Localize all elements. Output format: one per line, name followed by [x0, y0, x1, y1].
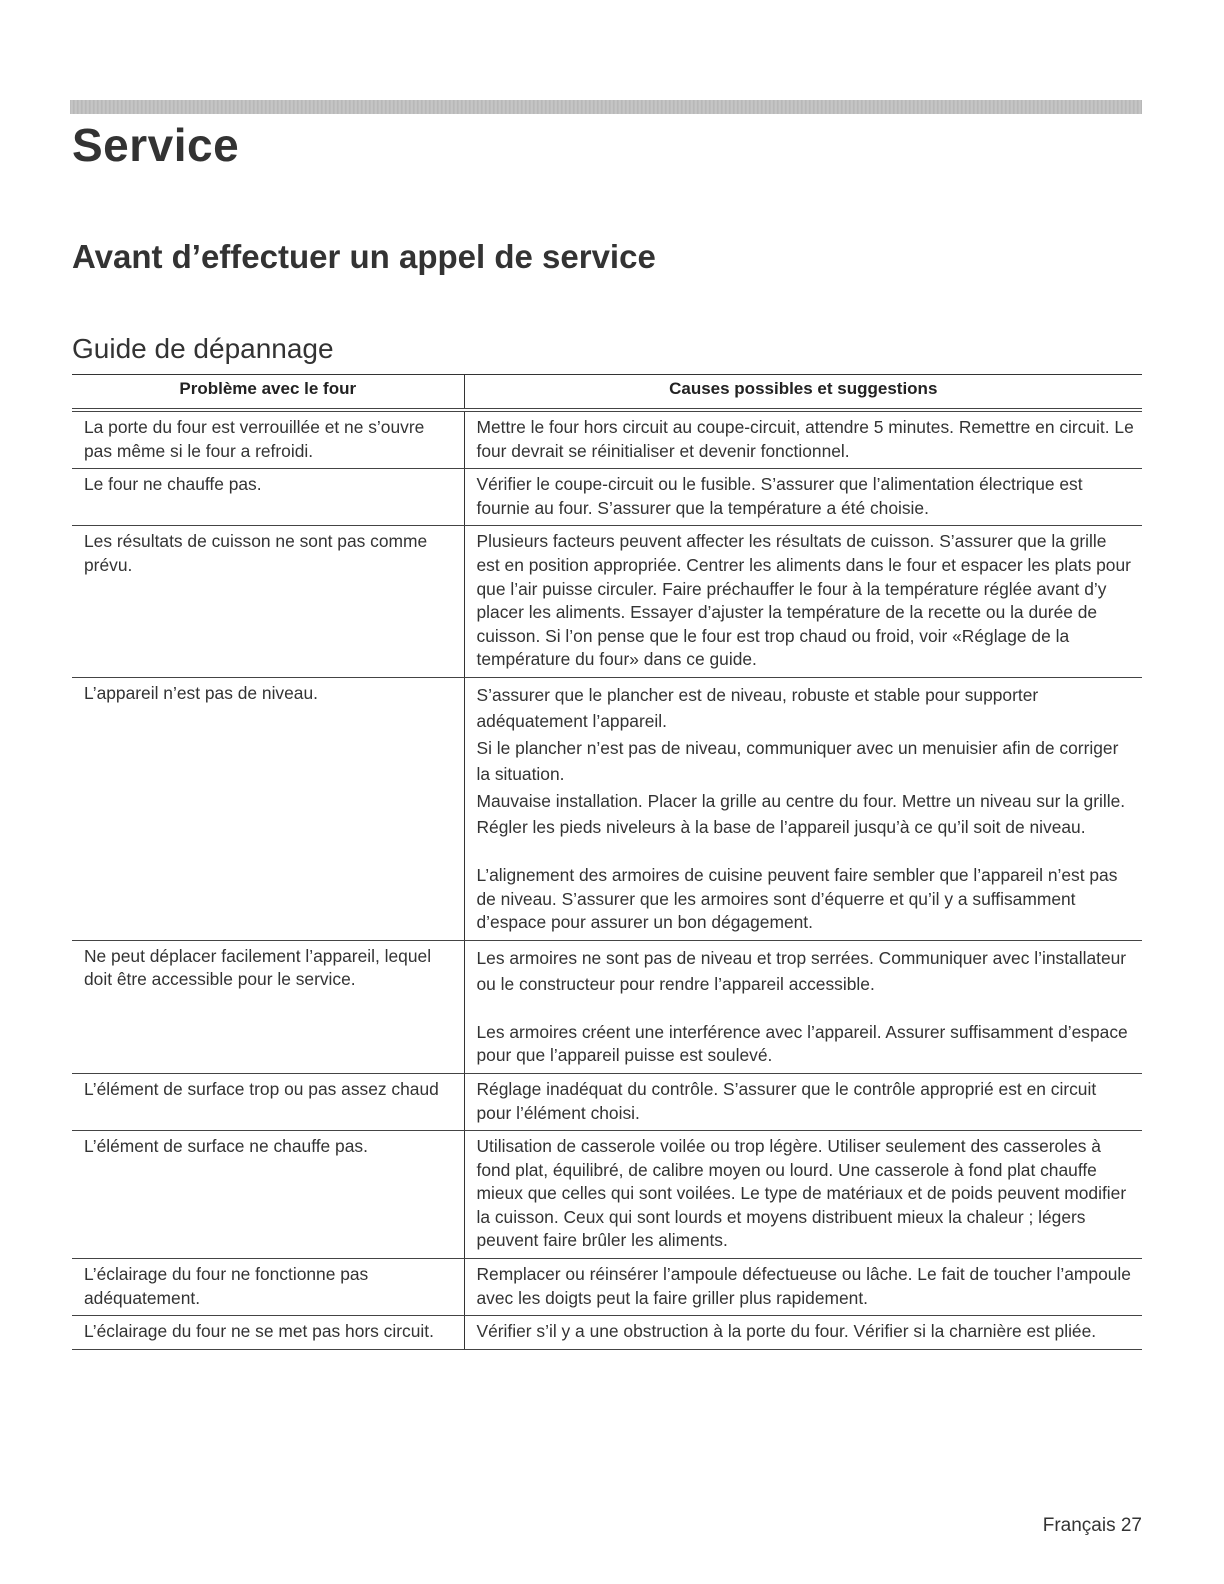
table-row — [72, 1073, 1142, 1130]
column-header-causes: Causes possibles et suggestions — [464, 375, 1142, 411]
causes-cell — [464, 1259, 1142, 1316]
cause-text: Les armoires créent une interférence avec l’appareil. Assurer suffisamment d’espace pour que l’appareil puisse est soulevé. — [476, 1021, 1128, 1066]
subsection-title: Guide de dépannage — [72, 333, 334, 364]
cause-text: Utilisation de casserole voilée ou trop légère. Utiliser seulement des casseroles à fond plat, équilibré, de calibre moyen ou lourd. Une casserole à fond plat chauffe mieux que celles qui sont voilées. Le type de matériaux et de poids peuvent modifier la cuisson. Ceux qui sont lourds et moyens distribuent mieux la chaleur ; légers peuvent faire brûler les aliments. — [476, 1136, 1127, 1251]
causes-cell — [464, 940, 1142, 1073]
table-row — [72, 526, 1142, 678]
table-row — [72, 469, 1142, 526]
causes-cell — [464, 1131, 1142, 1259]
problem-cell: L’éclairage du four ne se met pas hors circuit. — [72, 1316, 464, 1350]
problem-cell: L’appareil n’est pas de niveau. — [72, 677, 464, 940]
table-row — [72, 1131, 1142, 1259]
problem-cell: L’élément de surface ne chauffe pas. — [72, 1131, 464, 1259]
causes-cell — [464, 410, 1142, 469]
page-title: Service — [72, 119, 240, 171]
cause-text: Plusieurs facteurs peuvent affecter les résultats de cuisson. S’assurer que la grille est en position appropriée. Centrer les aliments dans le four et espacer les plats pour que l’air puisse circuler. Faire préchauffer le four à la température réglée avant d’y placer les aliments. Essayer d’ajuster la température de la recette ou la durée de cuisson. Si l’on pense que le four est trop chaud ou froid, voir «Réglage de la température du four» dans ce guide. — [476, 531, 1131, 670]
problem-cell: Les résultats de cuisson ne sont pas comme prévu. — [72, 526, 464, 678]
cause-text: Si le plancher n’est pas de niveau, communiquer avec un menuisier afin de corriger la situation. — [476, 737, 1119, 785]
causes-cell — [464, 1073, 1142, 1130]
problem-cell: Ne peut déplacer facilement l’appareil, lequel doit être accessible pour le service. — [72, 940, 464, 1073]
table-row — [72, 410, 1142, 469]
column-header-problem: Problème avec le four — [72, 375, 464, 411]
causes-cell — [464, 526, 1142, 678]
problem-cell: L’éclairage du four ne fonctionne pas adéquatement. — [72, 1259, 464, 1316]
table-header-row — [72, 375, 1142, 411]
problem-cell: La porte du four est verrouillée et ne s’ouvre pas même si le four a refroidi. — [72, 410, 464, 469]
table-row — [72, 940, 1142, 1073]
cause-text: Les armoires ne sont pas de niveau et trop serrées. Communiquer avec l’installateur ou le constructeur pour rendre l’appareil accessible. — [476, 947, 1127, 995]
cause-text: Remplacer ou réinsérer l’ampoule défectueuse ou lâche. Le fait de toucher l’ampoule avec les doigts peut la faire griller plus rapidement. — [476, 1264, 1131, 1308]
table-row — [72, 1316, 1142, 1350]
cause-text: Mettre le four hors circuit au coupe-circuit, attendre 5 minutes. Remettre en circuit. Le four devrait se réinitialiser et devenir fonctionnel. — [476, 417, 1134, 461]
problem-cell: Le four ne chauffe pas. — [72, 469, 464, 526]
cause-text: Mauvaise installation. Placer la grille au centre du four. Mettre un niveau sur la grille. Régler les pieds niveleurs à la base de l’appareil jusqu’à ce qu’il soit de niveau. — [476, 790, 1126, 838]
cause-text: L’alignement des armoires de cuisine peuvent faire sembler que l’appareil n’est pas de niveau. S’assurer que les armoires sont d’équerre et qu’il y a suffisamment d’espace pour assurer un bon dégagement. — [476, 864, 1118, 933]
cause-text: Vérifier le coupe-circuit ou le fusible. S’assurer que l’alimentation électrique est fournie au four. S’assurer que la température a été choisie. — [476, 474, 1083, 518]
cause-text: S’assurer que le plancher est de niveau, robuste et stable pour supporter adéquatement l’appareil. — [476, 684, 1039, 732]
troubleshooting-table — [72, 374, 1142, 1350]
top-rule — [70, 100, 1142, 114]
page-footer: Français 27 — [1042, 1515, 1142, 1536]
cause-text: Vérifier s’il y a une obstruction à la porte du four. Vérifier si la charnière est pliée. — [476, 1321, 1097, 1342]
causes-cell — [464, 469, 1142, 526]
cause-text: Réglage inadéquat du contrôle. S’assurer que le contrôle approprié est en circuit pour l’élément choisi. — [476, 1078, 1097, 1123]
table-row — [72, 1259, 1142, 1316]
problem-cell: L’élément de surface trop ou pas assez chaud — [72, 1073, 464, 1130]
section-title: Avant d’effectuer un appel de service — [72, 238, 656, 275]
causes-cell — [464, 677, 1142, 940]
causes-cell — [464, 1316, 1142, 1350]
table-row — [72, 677, 1142, 940]
